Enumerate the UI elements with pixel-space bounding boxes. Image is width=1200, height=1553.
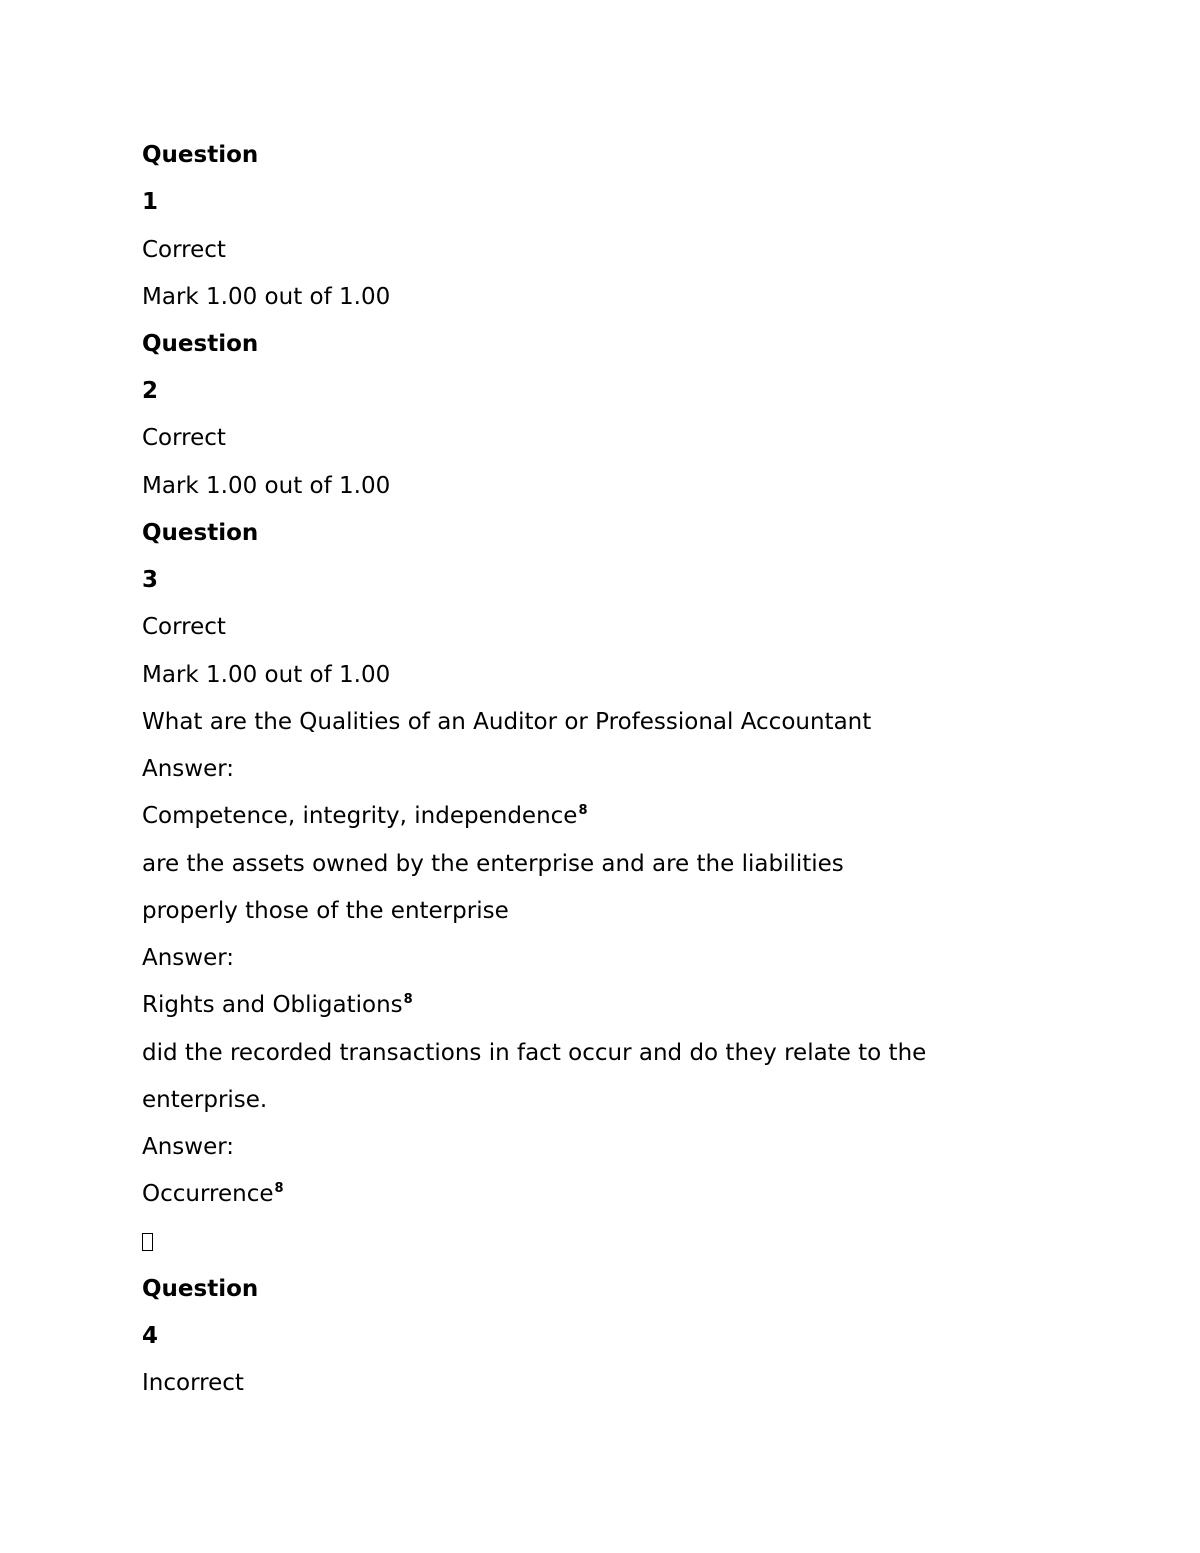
question-4-number: 4 bbox=[142, 1323, 159, 1349]
item-2-mark-glyph: 8 bbox=[403, 992, 413, 1008]
item-1-answer: Competence, integrity, independence bbox=[142, 803, 578, 829]
question-2-heading: Question bbox=[142, 331, 259, 357]
question-3-heading: Question bbox=[142, 520, 259, 546]
question-1-number: 1 bbox=[142, 189, 159, 215]
item-3-prompt-line-1: did the recorded transactions in fact occur and do they relate to the bbox=[142, 1040, 927, 1066]
question-4-status: Incorrect bbox=[142, 1370, 244, 1396]
question-2-mark: Mark 1.00 out of 1.00 bbox=[142, 473, 391, 499]
item-2-answer-line bbox=[142, 990, 413, 1020]
question-1-mark: Mark 1.00 out of 1.00 bbox=[142, 284, 391, 310]
item-3-mark-glyph: 8 bbox=[274, 1181, 284, 1197]
item-1-mark-glyph: 8 bbox=[578, 803, 588, 819]
item-3-answer: Occurrence bbox=[142, 1181, 274, 1207]
empty-box-icon bbox=[142, 1233, 153, 1251]
item-2-prompt-line-2: properly those of the enterprise bbox=[142, 898, 509, 924]
question-4-heading: Question bbox=[142, 1276, 259, 1302]
item-2-answer: Rights and Obligations bbox=[142, 992, 403, 1018]
item-2-prompt-line-1: are the assets owned by the enterprise and are the liabilities bbox=[142, 851, 844, 877]
empty-box-line bbox=[142, 1227, 153, 1259]
question-2-status: Correct bbox=[142, 425, 226, 451]
item-3-answer-label: Answer: bbox=[142, 1134, 235, 1160]
item-1-answer-line bbox=[142, 801, 588, 831]
item-2-answer-label: Answer: bbox=[142, 945, 235, 971]
question-1-heading: Question bbox=[142, 142, 259, 168]
item-1-answer-label: Answer: bbox=[142, 756, 235, 782]
item-1-prompt: What are the Qualities of an Auditor or Professional Accountant bbox=[142, 709, 872, 735]
question-3-mark: Mark 1.00 out of 1.00 bbox=[142, 662, 391, 688]
question-1-status: Correct bbox=[142, 237, 226, 263]
question-3-status: Correct bbox=[142, 614, 226, 640]
item-3-answer-line bbox=[142, 1179, 284, 1209]
question-2-number: 2 bbox=[142, 378, 159, 404]
item-3-prompt-line-2: enterprise. bbox=[142, 1087, 268, 1113]
question-3-number: 3 bbox=[142, 567, 159, 593]
